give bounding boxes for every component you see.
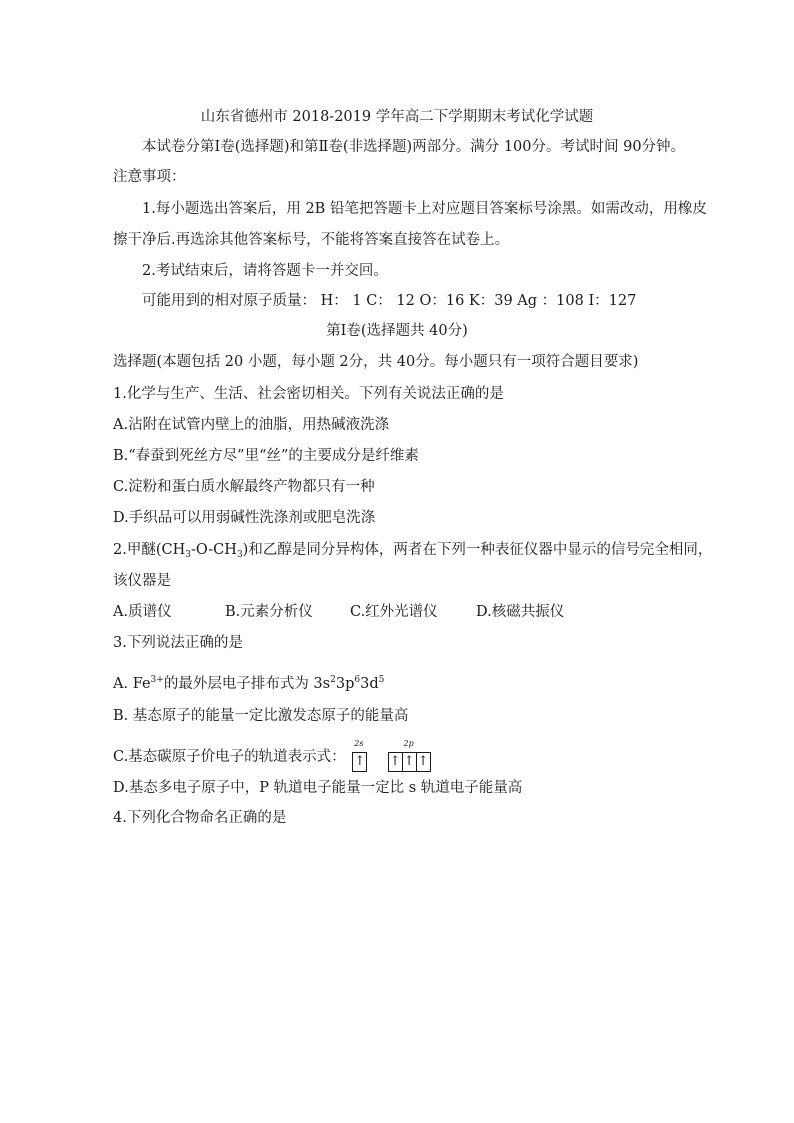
q2-subscript-1: 3 (185, 550, 191, 560)
notice-item-2: 2.考试结束后，请将答题卡一并交回。 (142, 263, 388, 279)
q3-a-d: 3d (360, 676, 379, 692)
q2-option-c: C.红外光谱仪 (350, 604, 438, 620)
q3-a-charge: 3+ (150, 675, 164, 685)
notice-item-1: 1.每小题选出答案后，用 2B 铅笔把答题卡上对应题目答案标号涂黑。如需改动，用橡皮 (142, 201, 707, 217)
q1-option-a: A.沾附在试管内壁上的油脂，用热碱液洗涤 (113, 417, 390, 433)
q3-a-pre: A. Fe (113, 676, 151, 692)
orbital-diagram (352, 739, 429, 772)
q3-c-text: C.基态碳原子价电子的轨道表示式： (113, 749, 346, 765)
orbital-box-2p-1: ↑ (388, 752, 403, 772)
orbital-2p (388, 739, 430, 772)
exam-intro: 本试卷分第Ⅰ卷(选择题)和第Ⅱ卷(非选择题)两部分。满分 100分。考试时间 90分钟。 (142, 139, 686, 155)
q3-a-p-sup: 6 (354, 675, 361, 685)
q4-stem: 4.下列化合物命名正确的是 (113, 810, 287, 826)
exam-title: 山东省德州市 2018-2019 学年高二下学期期末考试化学试题 (200, 109, 594, 125)
q1-stem: 1.化学与生产、生活、社会密切相关。下列有关说法正确的是 (113, 386, 504, 402)
orbital-2s-label: 2s (354, 739, 364, 748)
q2-stem-pre: 2.甲醚(CH (113, 542, 186, 558)
q2-option-d: D.核磁共振仪 (476, 604, 565, 620)
q2-options (113, 603, 564, 621)
q3-option-b: B. 基态原子的能量一定比激发态原子的能量高 (113, 708, 409, 724)
q3-option-c (113, 739, 430, 772)
q2-stem (113, 541, 712, 564)
q2-subscript-2: 3 (236, 550, 243, 560)
orbital-box-2s: ↑ (352, 752, 367, 772)
q3-stem: 3.下列说法正确的是 (113, 635, 243, 651)
orbital-2p-label: 2p (403, 739, 414, 748)
q2-option-b: B.元素分析仪 (225, 604, 313, 620)
q3-a-s-sup: 2 (330, 675, 336, 685)
q2-stem-mid: -O-CH (190, 542, 237, 558)
atomic-mass-list: 可能用到的相对原子质量： H： 1 C： 12 O：16 K：39 Ag ：108 I：127 (142, 293, 637, 309)
q2-stem-cont: 该仪器是 (113, 573, 171, 589)
q2-stem-post: )和乙醇是同分异构体，两者在下列一种表征仪器中显示的信号完全相同， (242, 542, 713, 558)
q3-option-d: D.基态多电子原子中，P 轨道电子能量一定比 s 轨道电子能量高 (113, 780, 523, 796)
q3-a-mid: 的最外层电子排布式为 3s (163, 676, 331, 692)
orbital-box-2p-2: ↑ (402, 752, 417, 772)
orbital-2s (352, 739, 366, 772)
orbital-box-2p-3: ↑ (416, 752, 431, 772)
q3-a-d-sup: 5 (378, 675, 385, 685)
q1-option-d: D.手织品可以用弱碱性洗涤剂或肥皂洗涤 (113, 510, 376, 526)
q3-option-a (113, 671, 384, 693)
section-description: 选择题(本题包括 20 小题，每小题 2分，共 40分。每小题只有一项符合题目要求) (113, 354, 639, 370)
q2-option-a: A.质谱仪 (113, 604, 172, 620)
q1-option-c: C.淀粉和蛋白质水解最终产物都只有一种 (113, 479, 375, 495)
section-title: 第Ⅰ卷(选择题共 40分) (326, 323, 468, 339)
q3-a-p: 3p (335, 676, 355, 692)
notice-item-1-cont: 擦干净后.再选涂其他答案标号，不能将答案直接答在试卷上。 (113, 232, 510, 248)
q1-option-b: B.“春蚕到死丝方尽”里“丝”的主要成分是纤维素 (113, 448, 419, 464)
notice-heading: 注意事项： (113, 169, 186, 185)
